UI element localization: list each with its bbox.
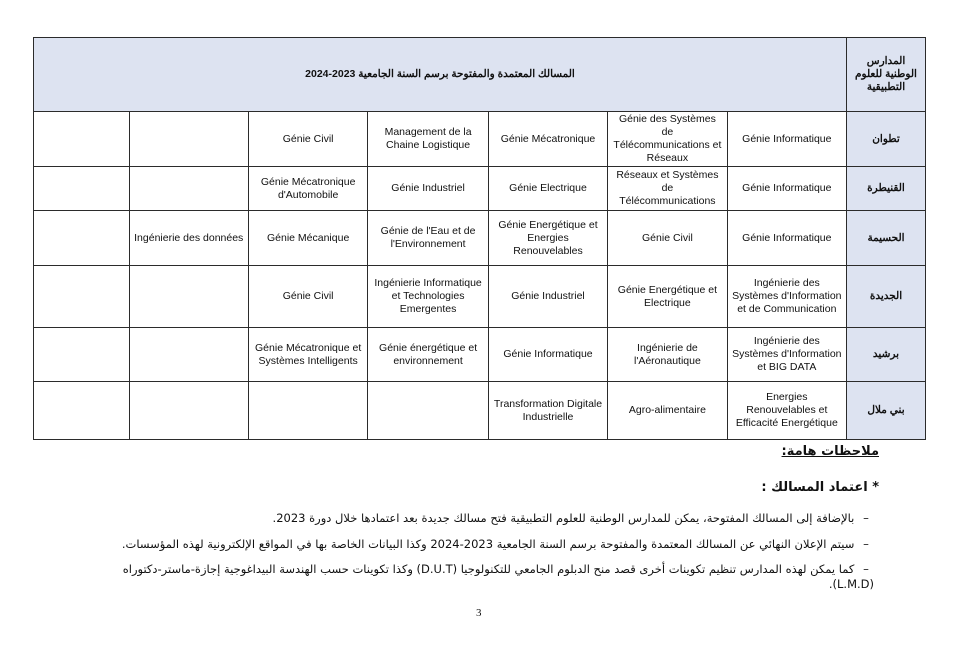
empty-cell [129, 328, 248, 382]
school-name-cell: الجديدة [847, 266, 926, 328]
program-cell: Génie Civil [248, 112, 367, 167]
table-row [34, 382, 926, 440]
program-cell: Génie Civil [608, 211, 727, 266]
program-cell: Génie Mécatronique d'Automobile [248, 167, 367, 211]
program-cell: Transformation Digitale Industrielle [488, 382, 607, 440]
note-text: سيتم الإعلان النهائي عن المسالك المعتمدة والمفتوحة برسم السنة الجامعية 2023-2024 وكذا البيانات الخاصة بها في المواقع الإلكترونية لهذه المؤسسات. [121, 537, 855, 551]
program-cell: Génie Mécanique [248, 211, 367, 266]
table-row [34, 167, 926, 211]
important-notes-title: ملاحظات هامة: [781, 444, 879, 459]
empty-cell [34, 266, 130, 328]
table-header-row [34, 38, 926, 112]
bullet-dash-icon: – [863, 537, 869, 551]
accreditation-title: * اعتماد المسالك : [761, 480, 879, 495]
table-body [34, 112, 926, 440]
program-cell: Génie Industriel [368, 167, 488, 211]
note-item [84, 562, 874, 592]
bullet-dash-icon: – [863, 511, 869, 525]
note-item [114, 511, 874, 526]
program-cell: Génie Energétique et Electrique [608, 266, 727, 328]
program-cell: Génie Mécatronique [488, 112, 607, 167]
table-row [34, 112, 926, 167]
empty-cell [368, 382, 488, 440]
program-cell: Ingénierie Informatique et Technologies Emergentes [368, 266, 488, 328]
table-row [34, 328, 926, 382]
school-name-cell: الحسيمة [847, 211, 926, 266]
program-cell: Agro-alimentaire [608, 382, 727, 440]
empty-cell [129, 382, 248, 440]
program-cell: Génie Electrique [488, 167, 607, 211]
empty-cell [34, 112, 130, 167]
program-cell: Génie Industriel [488, 266, 607, 328]
program-cell: Réseaux et Systèmes de Télécommunications [608, 167, 727, 211]
programs-table [33, 37, 926, 440]
school-name-cell: برشيد [847, 328, 926, 382]
bullet-dash-icon: – [863, 562, 869, 576]
page-number: 3 [476, 607, 482, 619]
note-text: بالإضافة إلى المسالك المفتوحة، يمكن للمدارس الوطنية للعلوم التطبيقية فتح مسالك جديدة بعد اعتمادها خلال دورة 2023. [272, 511, 855, 525]
program-cell: Energies Renouvelables et Efficacité Energétique [727, 382, 846, 440]
program-cell: Génie Informatique [727, 211, 846, 266]
empty-cell [34, 167, 130, 211]
table-row [34, 211, 926, 266]
program-cell: Génie Informatique [727, 167, 846, 211]
program-cell: Ingénierie des Systèmes d'Information et BIG DATA [727, 328, 846, 382]
program-cell: Ingénierie des données [129, 211, 248, 266]
program-cell: Ingénierie des Systèmes d'Information et de Communication [727, 266, 846, 328]
empty-cell [129, 266, 248, 328]
program-cell: Génie Mécatronique et Systèmes Intelligents [248, 328, 367, 382]
program-cell: Génie Informatique [727, 112, 846, 167]
school-name-cell: بني ملال [847, 382, 926, 440]
empty-cell [248, 382, 367, 440]
empty-cell [34, 382, 130, 440]
program-cell: Génie énergétique et environnement [368, 328, 488, 382]
table-title: المسالك المعتمدة والمفتوحة برسم السنة الجامعية 2023-2024 [34, 38, 847, 112]
empty-cell [129, 112, 248, 167]
program-cell: Génie Civil [248, 266, 367, 328]
table-row [34, 266, 926, 328]
note-text: كما يمكن لهذه المدارس تنظيم تكوينات أخرى قصد منح الدبلوم الجامعي للتكنولوجيا (D.U.T) وكذا تكوينات حسب الهندسة البيداغوجية إجازة-ماستر-دكتوراه (L.M.D). [122, 562, 874, 591]
school-name-cell: تطوان [847, 112, 926, 167]
school-name-cell: القنيطرة [847, 167, 926, 211]
program-cell: Génie Informatique [488, 328, 607, 382]
note-item [94, 537, 874, 552]
program-cell: Génie de l'Eau et de l'Environnement [368, 211, 488, 266]
empty-cell [34, 211, 130, 266]
empty-cell [129, 167, 248, 211]
program-cell: Ingénierie de l'Aéronautique [608, 328, 727, 382]
program-cell: Management de la Chaine Logistique [368, 112, 488, 167]
schools-column-header: المدارس الوطنية للعلوم التطبيقية [847, 38, 926, 112]
program-cell: Génie Energétique et Energies Renouvelables [488, 211, 607, 266]
program-cell: Génie des Systèmes de Télécommunications et Réseaux [608, 112, 727, 167]
empty-cell [34, 328, 130, 382]
